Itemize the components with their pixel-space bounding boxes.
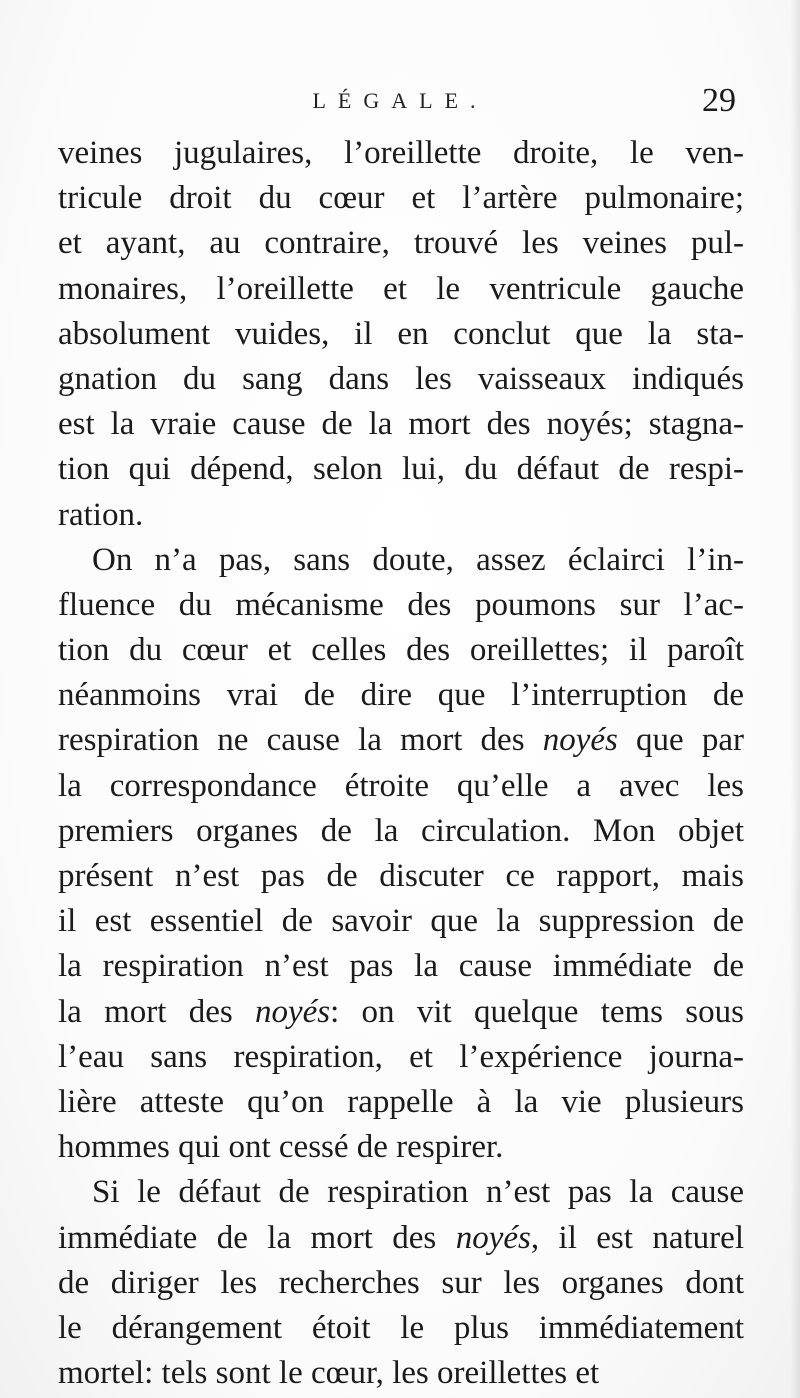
page-edge-shadow bbox=[790, 0, 800, 1398]
text-line: gnation du sang dans les vaisseaux indiqués bbox=[58, 360, 744, 397]
text-line: veines jugulaires, l’oreillette droite, le ven- bbox=[58, 135, 744, 171]
text-line: premiers organes de la circulation. Mon objet bbox=[58, 812, 744, 849]
text-line: la mort des noyés: on vit quelque tems sous bbox=[58, 993, 744, 1030]
text-line: On n’a pas, sans doute, assez éclairci l’in- bbox=[92, 541, 744, 578]
text-line: néanmoins vrai de dire que l’interruption de bbox=[58, 677, 744, 714]
running-head bbox=[60, 82, 740, 122]
page-number: 29 bbox=[702, 82, 736, 119]
text-line: l’eau sans respiration, et l’expérience journa- bbox=[58, 1038, 744, 1075]
body-text bbox=[58, 131, 744, 1396]
text-line: monaires, l’oreillette et le ventricule gauche bbox=[58, 270, 744, 307]
paragraph bbox=[58, 1170, 744, 1396]
italic-word: noyés bbox=[254, 993, 331, 1030]
text-line: immédiate de la mort des noyés, il est naturel bbox=[58, 1219, 744, 1256]
text-line: la respiration n’est pas la cause immédiate de bbox=[58, 948, 744, 985]
paragraph bbox=[58, 131, 744, 538]
running-title: LÉGALE. bbox=[312, 88, 488, 113]
text-line: Si le défaut de respiration n’est pas la cause bbox=[92, 1174, 744, 1211]
text-line: la correspondance étroite qu’elle a avec les bbox=[58, 767, 744, 804]
text-line: fluence du mécanisme des poumons sur l’ac- bbox=[58, 586, 744, 623]
text-line: présent n’est pas de discuter ce rapport, mais bbox=[58, 858, 744, 894]
text-line: de diriger les recherches sur les organes dont bbox=[58, 1264, 744, 1301]
text-line: mortel: tels sont le cœur, les oreillettes et bbox=[58, 1355, 600, 1392]
text-line: est la vraie cause de la mort des noyés; stagna- bbox=[58, 406, 744, 443]
text-line: respiration ne cause la mort des noyés que par bbox=[58, 722, 744, 759]
text-line: hommes qui ont cessé de respirer. bbox=[58, 1129, 504, 1166]
italic-word: noyés bbox=[455, 1219, 531, 1256]
text-line: et ayant, au contraire, trouvé les veines pul- bbox=[58, 225, 744, 262]
paragraph bbox=[58, 538, 744, 1171]
text-line: tion du cœur et celles des oreillettes; il paroît bbox=[58, 632, 744, 669]
text-line: il est essentiel de savoir que la suppression de bbox=[58, 903, 744, 940]
text-line: lière atteste qu’on rappelle à la vie plusieurs bbox=[58, 1083, 744, 1120]
text-line: le dérangement étoit le plus immédiatement bbox=[58, 1309, 744, 1346]
italic-word: noyés bbox=[542, 722, 618, 759]
text-line: tion qui dépend, selon lui, du défaut de respi- bbox=[58, 451, 744, 488]
text-line: tricule droit du cœur et l’artère pulmonaire; bbox=[58, 180, 744, 217]
text-line: absolument vuides, il en conclut que la sta- bbox=[58, 315, 744, 352]
text-line: ration. bbox=[58, 496, 144, 533]
